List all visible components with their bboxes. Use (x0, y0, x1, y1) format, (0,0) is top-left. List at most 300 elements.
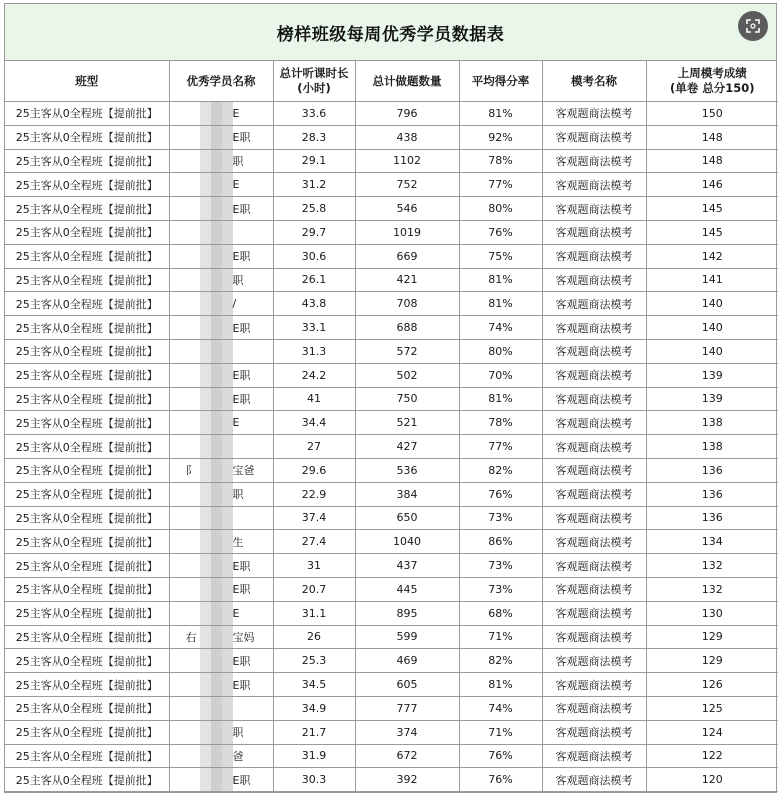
cell-score: 132 (646, 577, 778, 601)
col-avg-rate: 平均得分率 (459, 61, 542, 102)
cell-exam-name: 客观题商法模考 (542, 720, 646, 744)
table-row (5, 554, 778, 578)
cell-score: 139 (646, 363, 778, 387)
table-row (5, 744, 778, 768)
table-row (5, 292, 778, 316)
cell-avg-rate: 82% (459, 458, 542, 482)
cell-student-name (169, 316, 273, 340)
cell-hours: 26.1 (273, 268, 355, 292)
cell-avg-rate: 78% (459, 411, 542, 435)
name-redaction-mosaic (200, 245, 233, 268)
student-name-tail: / (232, 297, 237, 311)
cell-score: 145 (646, 220, 778, 244)
cell-hours: 29.7 (273, 220, 355, 244)
cell-questions: 669 (355, 244, 459, 268)
cell-class: 25主客从0全程班【提前批】 (5, 125, 169, 149)
cell-avg-rate: 76% (459, 482, 542, 506)
student-name-head: 阝 (185, 464, 197, 478)
cell-questions: 1102 (355, 149, 459, 173)
cell-hours: 25.8 (273, 197, 355, 221)
cell-class: 25主客从0全程班【提前批】 (5, 744, 169, 768)
cell-student-name (169, 125, 273, 149)
cell-hours: 33.1 (273, 316, 355, 340)
cell-class: 25主客从0全程班【提前批】 (5, 435, 169, 459)
cell-class: 25主客从0全程班【提前批】 (5, 554, 169, 578)
cell-class: 25主客从0全程班【提前批】 (5, 673, 169, 697)
student-name-tail: E (232, 178, 240, 192)
table-row (5, 673, 778, 697)
name-redaction-mosaic (200, 388, 233, 411)
col-score-line1: 上周模考成绩 (677, 66, 747, 80)
cell-class: 25主客从0全程班【提前批】 (5, 197, 169, 221)
cell-hours: 27.4 (273, 530, 355, 554)
name-redaction-mosaic (200, 150, 233, 173)
student-name-tail: E职 (232, 583, 251, 597)
cell-class: 25主客从0全程班【提前批】 (5, 102, 169, 126)
name-redaction-mosaic (200, 102, 233, 125)
cell-score: 138 (646, 411, 778, 435)
cell-student-name (169, 411, 273, 435)
cell-score: 134 (646, 530, 778, 554)
table-row (5, 149, 778, 173)
cell-student-name (169, 625, 273, 649)
col-hours (273, 61, 355, 102)
cell-exam-name: 客观题商法模考 (542, 316, 646, 340)
table-row (5, 720, 778, 744)
cell-class: 25主客从0全程班【提前批】 (5, 149, 169, 173)
table-row (5, 220, 778, 244)
cell-hours: 34.9 (273, 696, 355, 720)
cell-avg-rate: 78% (459, 149, 542, 173)
cell-questions: 502 (355, 363, 459, 387)
table-row (5, 387, 778, 411)
name-redaction-mosaic (200, 316, 233, 339)
name-redaction-mosaic (200, 697, 233, 720)
cell-class: 25主客从0全程班【提前批】 (5, 173, 169, 197)
name-redaction-mosaic (200, 578, 233, 601)
cell-avg-rate: 86% (459, 530, 542, 554)
cell-exam-name: 客观题商法模考 (542, 197, 646, 221)
cell-exam-name: 客观题商法模考 (542, 482, 646, 506)
cell-exam-name: 客观题商法模考 (542, 339, 646, 363)
cell-exam-name: 客观题商法模考 (542, 387, 646, 411)
table-row (5, 768, 778, 792)
cell-student-name (169, 363, 273, 387)
cell-student-name (169, 482, 273, 506)
student-name-tail: 职 (232, 726, 244, 740)
cell-class: 25主客从0全程班【提前批】 (5, 482, 169, 506)
cell-questions: 521 (355, 411, 459, 435)
cell-student-name (169, 435, 273, 459)
cell-student-name (169, 292, 273, 316)
cell-student-name (169, 458, 273, 482)
cell-exam-name: 客观题商法模考 (542, 149, 646, 173)
cell-score: 120 (646, 768, 778, 792)
cell-exam-name: 客观题商法模考 (542, 220, 646, 244)
cell-questions: 427 (355, 435, 459, 459)
cell-score: 140 (646, 339, 778, 363)
table-row (5, 244, 778, 268)
cell-avg-rate: 81% (459, 387, 542, 411)
cell-student-name (169, 149, 273, 173)
table-row (5, 649, 778, 673)
col-questions: 总计做题数量 (355, 61, 459, 102)
cell-exam-name: 客观题商法模考 (542, 102, 646, 126)
name-redaction-mosaic (200, 173, 233, 196)
cell-avg-rate: 81% (459, 292, 542, 316)
cell-score: 132 (646, 554, 778, 578)
cell-hours: 29.6 (273, 458, 355, 482)
cell-avg-rate: 74% (459, 316, 542, 340)
cell-class: 25主客从0全程班【提前批】 (5, 625, 169, 649)
name-redaction-mosaic (200, 435, 233, 458)
cell-avg-rate: 81% (459, 673, 542, 697)
cell-questions: 445 (355, 577, 459, 601)
cell-avg-rate: 81% (459, 268, 542, 292)
cell-questions: 605 (355, 673, 459, 697)
cell-hours: 28.3 (273, 125, 355, 149)
cell-student-name (169, 197, 273, 221)
table-row (5, 363, 778, 387)
name-redaction-mosaic (200, 459, 233, 482)
student-name-tail: 生 (232, 535, 244, 549)
table-row (5, 316, 778, 340)
cell-student-name (169, 601, 273, 625)
cell-hours: 20.7 (273, 577, 355, 601)
expand-button[interactable] (738, 11, 768, 41)
cell-avg-rate: 71% (459, 720, 542, 744)
cell-avg-rate: 76% (459, 768, 542, 792)
cell-student-name (169, 530, 273, 554)
name-redaction-mosaic (200, 483, 233, 506)
student-name-tail: E职 (232, 250, 251, 264)
cell-class: 25主客从0全程班【提前批】 (5, 244, 169, 268)
cell-score: 140 (646, 292, 778, 316)
cell-hours: 29.1 (273, 149, 355, 173)
cell-avg-rate: 73% (459, 577, 542, 601)
cell-avg-rate: 73% (459, 506, 542, 530)
table-row (5, 482, 778, 506)
cell-avg-rate: 81% (459, 102, 542, 126)
cell-avg-rate: 75% (459, 244, 542, 268)
student-name-tail: 宝妈 (232, 630, 255, 644)
cell-student-name (169, 506, 273, 530)
cell-exam-name: 客观题商法模考 (542, 744, 646, 768)
cell-exam-name: 客观题商法模考 (542, 363, 646, 387)
cell-questions: 572 (355, 339, 459, 363)
cell-questions: 708 (355, 292, 459, 316)
student-name-tail: E职 (232, 321, 251, 335)
cell-hours: 34.5 (273, 673, 355, 697)
student-name-tail: 职 (232, 273, 244, 287)
cell-student-name (169, 720, 273, 744)
cell-questions: 599 (355, 625, 459, 649)
cell-questions: 688 (355, 316, 459, 340)
cell-score: 124 (646, 720, 778, 744)
cell-score: 148 (646, 125, 778, 149)
name-redaction-mosaic (200, 745, 233, 768)
cell-class: 25主客从0全程班【提前批】 (5, 292, 169, 316)
name-redaction-mosaic (200, 197, 233, 220)
cell-exam-name: 客观题商法模考 (542, 577, 646, 601)
cell-questions: 777 (355, 696, 459, 720)
cell-student-name (169, 696, 273, 720)
table-row (5, 601, 778, 625)
cell-hours: 27 (273, 435, 355, 459)
cell-hours: 31.3 (273, 339, 355, 363)
cell-questions: 750 (355, 387, 459, 411)
data-sheet (4, 3, 777, 793)
cell-student-name (169, 268, 273, 292)
cell-class: 25主客从0全程班【提前批】 (5, 220, 169, 244)
name-redaction-mosaic (200, 649, 233, 672)
expand-icon (745, 18, 761, 34)
cell-class: 25主客从0全程班【提前批】 (5, 649, 169, 673)
table-row (5, 625, 778, 649)
table-row (5, 197, 778, 221)
cell-score: 122 (646, 744, 778, 768)
cell-hours: 34.4 (273, 411, 355, 435)
name-redaction-mosaic (200, 507, 233, 530)
cell-exam-name: 客观题商法模考 (542, 649, 646, 673)
name-redaction-mosaic (200, 721, 233, 744)
cell-student-name (169, 220, 273, 244)
table-row (5, 339, 778, 363)
table-row (5, 506, 778, 530)
cell-hours: 25.3 (273, 649, 355, 673)
cell-student-name (169, 554, 273, 578)
cell-score: 141 (646, 268, 778, 292)
cell-class: 25主客从0全程班【提前批】 (5, 768, 169, 792)
cell-hours: 30.3 (273, 768, 355, 792)
cell-questions: 421 (355, 268, 459, 292)
name-redaction-mosaic (200, 554, 233, 577)
cell-class: 25主客从0全程班【提前批】 (5, 339, 169, 363)
student-name-tail: E职 (232, 559, 251, 573)
cell-class: 25主客从0全程班【提前批】 (5, 720, 169, 744)
table-row (5, 125, 778, 149)
cell-questions: 752 (355, 173, 459, 197)
table-row (5, 268, 778, 292)
student-name-tail: 爸 (232, 749, 244, 763)
cell-exam-name: 客观题商法模考 (542, 554, 646, 578)
cell-questions: 438 (355, 125, 459, 149)
cell-avg-rate: 70% (459, 363, 542, 387)
cell-score: 136 (646, 458, 778, 482)
name-redaction-mosaic (200, 602, 233, 625)
student-name-tail: E (232, 106, 240, 120)
cell-score: 142 (646, 244, 778, 268)
table-row (5, 577, 778, 601)
cell-questions: 672 (355, 744, 459, 768)
name-redaction-mosaic (200, 292, 233, 315)
cell-exam-name: 客观题商法模考 (542, 530, 646, 554)
cell-exam-name: 客观题商法模考 (542, 125, 646, 149)
cell-score: 130 (646, 601, 778, 625)
name-redaction-mosaic (200, 340, 233, 363)
student-name-tail: 宝爸 (232, 464, 255, 478)
cell-exam-name: 客观题商法模考 (542, 173, 646, 197)
cell-questions: 374 (355, 720, 459, 744)
cell-score: 138 (646, 435, 778, 459)
cell-avg-rate: 74% (459, 696, 542, 720)
student-name-head: 右 (185, 630, 197, 644)
cell-student-name (169, 173, 273, 197)
cell-score: 145 (646, 197, 778, 221)
cell-questions: 469 (355, 649, 459, 673)
cell-class: 25主客从0全程班【提前批】 (5, 601, 169, 625)
cell-avg-rate: 77% (459, 173, 542, 197)
cell-hours: 31 (273, 554, 355, 578)
cell-exam-name: 客观题商法模考 (542, 506, 646, 530)
name-redaction-mosaic (200, 221, 233, 244)
table-row (5, 173, 778, 197)
col-hours-line2: (小时) (297, 81, 331, 95)
col-exam-name: 模考名称 (542, 61, 646, 102)
cell-hours: 22.9 (273, 482, 355, 506)
name-redaction-mosaic (200, 768, 233, 791)
header-row (5, 61, 778, 102)
cell-score: 129 (646, 625, 778, 649)
cell-hours: 21.7 (273, 720, 355, 744)
name-redaction-mosaic (200, 126, 233, 149)
cell-questions: 895 (355, 601, 459, 625)
cell-hours: 41 (273, 387, 355, 411)
cell-questions: 536 (355, 458, 459, 482)
cell-hours: 33.6 (273, 102, 355, 126)
cell-avg-rate: 68% (459, 601, 542, 625)
cell-student-name (169, 577, 273, 601)
cell-class: 25主客从0全程班【提前批】 (5, 316, 169, 340)
cell-student-name (169, 744, 273, 768)
cell-questions: 384 (355, 482, 459, 506)
table-row (5, 458, 778, 482)
cell-exam-name: 客观题商法模考 (542, 673, 646, 697)
cell-score: 139 (646, 387, 778, 411)
cell-questions: 1040 (355, 530, 459, 554)
col-class: 班型 (5, 61, 169, 102)
table-row (5, 530, 778, 554)
cell-avg-rate: 80% (459, 197, 542, 221)
cell-score: 136 (646, 482, 778, 506)
cell-score: 148 (646, 149, 778, 173)
students-table (5, 61, 778, 792)
cell-class: 25主客从0全程班【提前批】 (5, 530, 169, 554)
cell-student-name (169, 102, 273, 126)
cell-class: 25主客从0全程班【提前批】 (5, 387, 169, 411)
name-redaction-mosaic (200, 673, 233, 696)
cell-student-name (169, 387, 273, 411)
cell-class: 25主客从0全程班【提前批】 (5, 696, 169, 720)
cell-exam-name: 客观题商法模考 (542, 292, 646, 316)
cell-class: 25主客从0全程班【提前批】 (5, 411, 169, 435)
cell-avg-rate: 76% (459, 220, 542, 244)
cell-hours: 26 (273, 625, 355, 649)
cell-exam-name: 客观题商法模考 (542, 268, 646, 292)
cell-class: 25主客从0全程班【提前批】 (5, 268, 169, 292)
cell-student-name (169, 649, 273, 673)
cell-score: 146 (646, 173, 778, 197)
cell-avg-rate: 92% (459, 125, 542, 149)
cell-avg-rate: 76% (459, 744, 542, 768)
cell-student-name (169, 339, 273, 363)
name-redaction-mosaic (200, 626, 233, 649)
cell-questions: 546 (355, 197, 459, 221)
col-score-line2: (单卷 总分150) (669, 81, 755, 95)
cell-hours: 43.8 (273, 292, 355, 316)
cell-class: 25主客从0全程班【提前批】 (5, 458, 169, 482)
cell-exam-name: 客观题商法模考 (542, 458, 646, 482)
cell-score: 140 (646, 316, 778, 340)
cell-score: 136 (646, 506, 778, 530)
table-row (5, 696, 778, 720)
student-name-tail: 职 (232, 154, 244, 168)
cell-hours: 30.6 (273, 244, 355, 268)
col-score (646, 61, 778, 102)
cell-score: 126 (646, 673, 778, 697)
cell-exam-name: 客观题商法模考 (542, 696, 646, 720)
cell-exam-name: 客观题商法模考 (542, 411, 646, 435)
cell-student-name (169, 673, 273, 697)
cell-score: 125 (646, 696, 778, 720)
cell-exam-name: 客观题商法模考 (542, 768, 646, 792)
col-hours-line1: 总计听课时长 (279, 66, 349, 80)
cell-hours: 31.2 (273, 173, 355, 197)
student-name-tail: E职 (232, 773, 251, 787)
student-name-tail: 职 (232, 488, 244, 502)
cell-student-name (169, 768, 273, 792)
student-name-tail: E职 (232, 654, 251, 668)
table-row (5, 411, 778, 435)
name-redaction-mosaic (200, 364, 233, 387)
student-name-tail: E职 (232, 369, 251, 383)
cell-questions: 392 (355, 768, 459, 792)
cell-hours: 31.9 (273, 744, 355, 768)
student-name-tail: E职 (232, 392, 251, 406)
cell-questions: 650 (355, 506, 459, 530)
cell-score: 150 (646, 102, 778, 126)
student-name-tail: E (232, 606, 240, 620)
cell-questions: 796 (355, 102, 459, 126)
page-title: 榜样班级每周优秀学员数据表 (276, 24, 505, 45)
cell-class: 25主客从0全程班【提前批】 (5, 577, 169, 601)
student-name-tail: E职 (232, 678, 251, 692)
cell-student-name (169, 244, 273, 268)
cell-avg-rate: 73% (459, 554, 542, 578)
student-name-tail: E职 (232, 202, 251, 216)
cell-avg-rate: 71% (459, 625, 542, 649)
name-redaction-mosaic (200, 269, 233, 292)
cell-hours: 24.2 (273, 363, 355, 387)
name-redaction-mosaic (200, 530, 233, 553)
cell-avg-rate: 77% (459, 435, 542, 459)
cell-avg-rate: 82% (459, 649, 542, 673)
student-name-tail: E (232, 416, 240, 430)
cell-class: 25主客从0全程班【提前批】 (5, 506, 169, 530)
cell-class: 25主客从0全程班【提前批】 (5, 363, 169, 387)
name-redaction-mosaic (200, 411, 233, 434)
student-name-tail: E职 (232, 131, 251, 145)
cell-exam-name: 客观题商法模考 (542, 601, 646, 625)
cell-score: 129 (646, 649, 778, 673)
cell-questions: 437 (355, 554, 459, 578)
cell-avg-rate: 80% (459, 339, 542, 363)
cell-exam-name: 客观题商法模考 (542, 625, 646, 649)
title-bar (5, 4, 776, 61)
table-row (5, 102, 778, 126)
table-row (5, 435, 778, 459)
cell-hours: 37.4 (273, 506, 355, 530)
